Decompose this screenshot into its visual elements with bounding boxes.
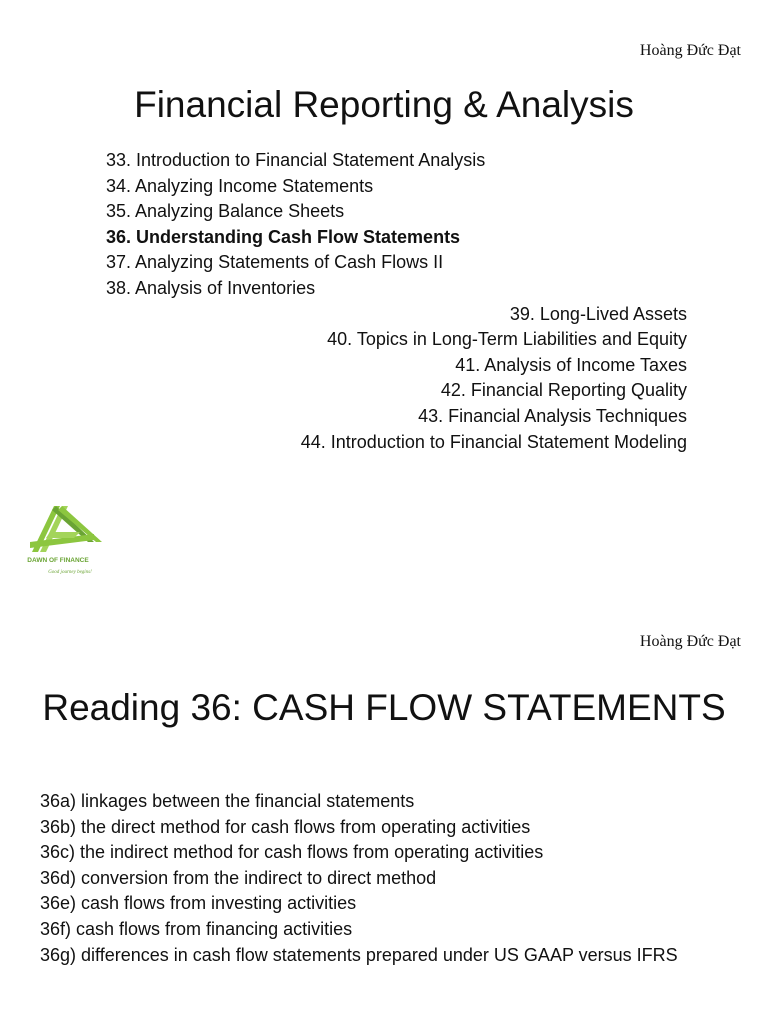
page-title: Financial Reporting & Analysis [134, 84, 634, 125]
objective-item: 36a) linkages between the financial statements [40, 791, 415, 811]
reading-title: Reading 36: CASH FLOW STATEMENTS [42, 687, 726, 728]
objective-list [40, 789, 678, 968]
reading-item: 39. Long-Lived Assets [509, 303, 687, 324]
reading-item: 42. Financial Reporting Quality [440, 380, 687, 401]
dawn-of-finance-logo [22, 496, 120, 578]
objective-item: 36b) the direct method for cash flows from operating activities [40, 816, 531, 837]
reading-item: 38. Analysis of Inventories [106, 277, 316, 298]
objective-item: 36g) differences in cash flow statements prepared under US GAAP versus IFRS [40, 944, 678, 965]
author-name: Hoàng Đức Đạt [639, 633, 741, 650]
reading-item-current: 36. Understanding Cash Flow Statements [106, 226, 461, 247]
reading-item: 43. Financial Analysis Techniques [418, 405, 687, 426]
objective-item: 36f) cash flows from financing activities [40, 918, 353, 939]
reading-item: 40. Topics in Long-Term Liabilities and Equity [327, 329, 687, 350]
reading-list [106, 148, 687, 455]
reading-item: 34. Analyzing Income Statements [106, 175, 374, 196]
reading-item: 35. Analyzing Balance Sheets [106, 201, 345, 222]
author-name: Hoàng Đức Đạt [639, 42, 741, 59]
reading-item: 37. Analyzing Statements of Cash Flows II [106, 252, 444, 273]
reading-item: 41. Analysis of Income Taxes [455, 354, 687, 375]
objective-item: 36c) the indirect method for cash flows from operating activities [40, 842, 544, 863]
logo-tagline: Good journey begins! [48, 570, 92, 575]
reading-item: 33. Introduction to Financial Statement Analysis [106, 150, 486, 170]
logo-text: DAWN OF FINANCE [27, 557, 89, 564]
objective-item: 36d) conversion from the indirect to direct method [40, 867, 437, 888]
reading-item: 44. Introduction to Financial Statement Modeling [300, 431, 687, 452]
objective-item: 36e) cash flows from investing activities [40, 893, 357, 914]
logo-mark-icon [22, 496, 120, 578]
